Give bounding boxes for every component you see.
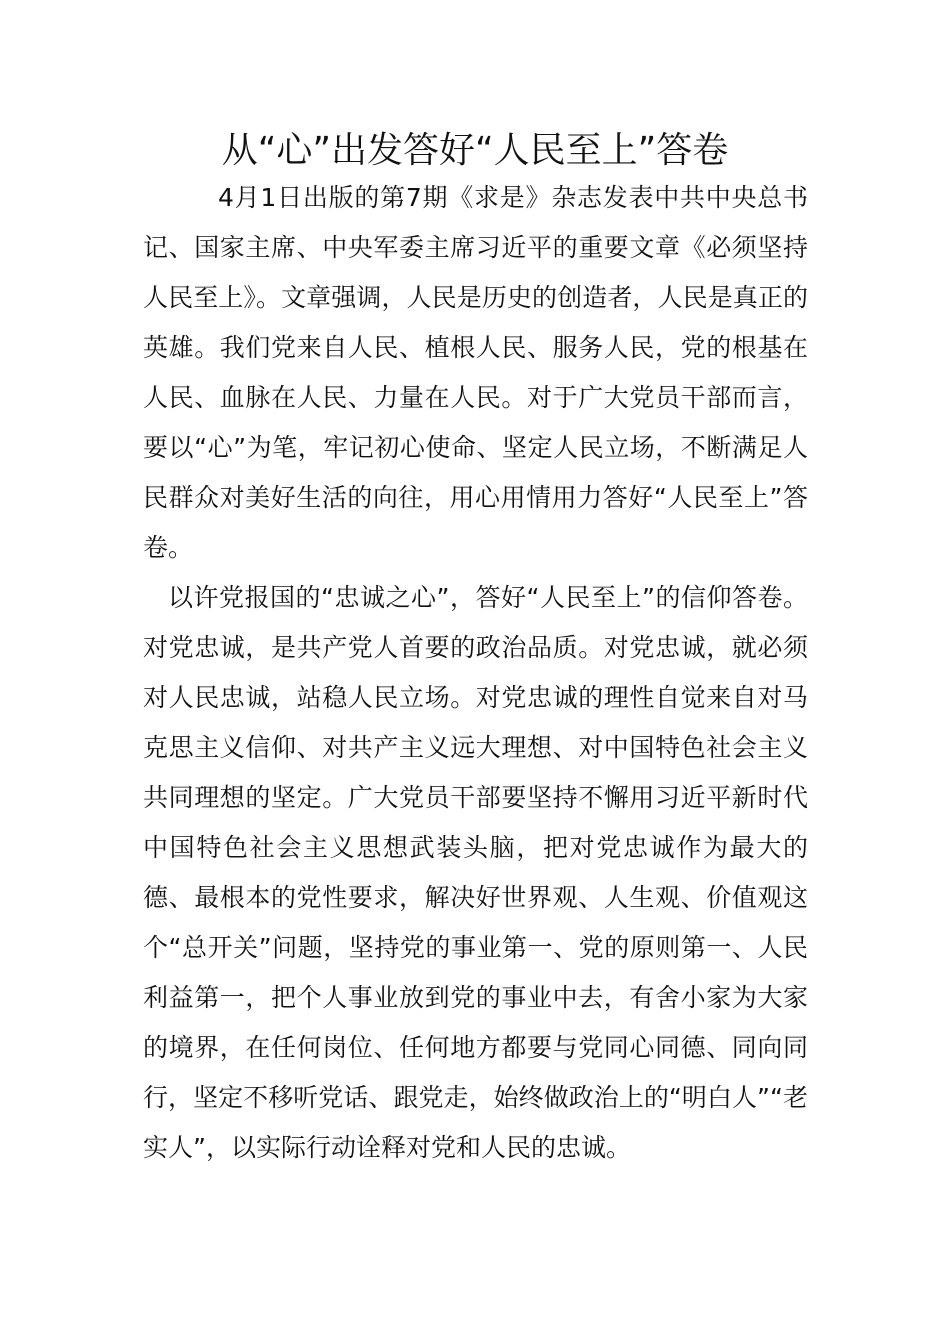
document-title: 从“心”出发答好“人民至上”答卷 [221,130,729,171]
paragraph-intro: 4月1日出版的第7期《求是》杂志发表中共中央总书记、国家主席、中央军委主席习近平的重要文章《必须坚持人民至上》。文章强调，人民是历史的创造者，人民是真正的英雄。我们党来自人民、植根人民、服务人民，党的根基在人民、血脉在人民、力量在人民。对于广大党员干部而言，要以“心”为笔，牢记初心使命、坚定人民立场，不断满足人民群众对美好生活的向往，用心用情用力答好“人民至上”答卷。 [143,183,808,562]
paragraph-loyalty: 以许党报国的“忠诚之心”，答好“人民至上”的信仰答卷。对党忠诚，是共产党人首要的政治品质。对党忠诚，就必须对人民忠诚，站稳人民立场。对党忠诚的理性自觉来自对马克思主义信仰、对共产主义远大理想、对中国特色社会主义共同理想的坚定。广大党员干部要坚持不懈用习近平新时代中国特色社会主义思想武装头脑，把对党忠诚作为最大的德、最根本的党性要求，解决好世界观、人生观、价值观这个“总开关”问题，坚持党的事业第一、党的原则第一、人民利益第一，把个人事业放到党的事业中去，有舍小家为大家的境界，在任何岗位、任何地方都要与党同心同德、同向同行，坚定不移听党话、跟党走，始终做政治上的“明白人”“老实人”，以实际行动诠释对党和人民的忠诚。 [143,583,808,1162]
